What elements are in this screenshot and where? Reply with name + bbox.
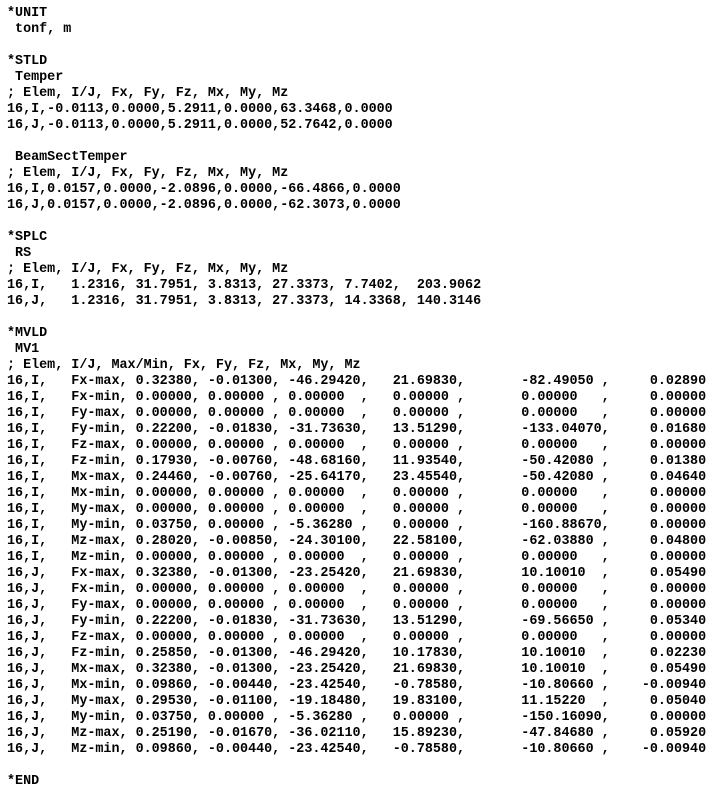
data-row: 16,J,0.0157,0.0000,-2.0896,0.0000,-62.3073,0.0000	[7, 198, 401, 213]
data-row: 16,I, Mz-min, 0.00000, 0.00000 , 0.00000 , 0.00000 , 0.00000 , 0.00000	[7, 550, 707, 565]
data-row: 16,J, Mz-max, 0.25190, -0.01670, -36.02110, 15.89230, -47.84680 , 0.05920	[7, 726, 707, 741]
section-end	[7, 774, 724, 790]
data-row: 16,J, Fz-min, 0.25850, -0.01300, -46.29420, 10.17830, 10.10010 , 0.02230	[7, 646, 707, 661]
blank-line	[7, 758, 724, 774]
data-row: 16,I, Fz-max, 0.00000, 0.00000 , 0.00000 , 0.00000 , 0.00000 , 0.00000	[7, 438, 707, 453]
data-row: 16,I, My-max, 0.00000, 0.00000 , 0.00000 , 0.00000 , 0.00000 , 0.00000	[7, 502, 707, 517]
data-row: 16,I, 1.2316, 31.7951, 3.8313, 27.3373, 7.7402, 203.9062	[7, 278, 482, 293]
data-row: 16,I, Fy-min, 0.22200, -0.01830, -31.73630, 13.51290, -133.04070, 0.01680	[7, 422, 707, 437]
blank-line	[7, 38, 724, 54]
column-header-comment: ; Elem, I/J, Fx, Fy, Fz, Mx, My, Mz	[7, 86, 289, 101]
data-row: 16,J, Fx-min, 0.00000, 0.00000 , 0.00000 , 0.00000 , 0.00000 , 0.00000	[7, 582, 707, 597]
section-keyword: *END	[7, 774, 40, 789]
section-keyword: *SPLC	[7, 230, 48, 245]
blank-line	[7, 134, 724, 150]
data-row: 16,J, Fy-max, 0.00000, 0.00000 , 0.00000 , 0.00000 , 0.00000 , 0.00000	[7, 598, 707, 613]
data-row: 16,J, My-max, 0.29530, -0.01100, -19.18480, 19.83100, 11.15220 , 0.05040	[7, 694, 707, 709]
data-row: 16,I, Fz-min, 0.17930, -0.00760, -48.68160, 11.93540, -50.42080 , 0.01380	[7, 454, 707, 469]
data-row: 16,I, Fy-max, 0.00000, 0.00000 , 0.00000 , 0.00000 , 0.00000 , 0.00000	[7, 406, 707, 421]
blank-line	[7, 214, 724, 230]
data-row: 16,I, Mx-min, 0.00000, 0.00000 , 0.00000 , 0.00000 , 0.00000 , 0.00000	[7, 486, 707, 501]
section-unit	[7, 6, 724, 54]
section-mvld	[7, 326, 724, 774]
data-row: 16,J, Fz-max, 0.00000, 0.00000 , 0.00000 , 0.00000 , 0.00000 , 0.00000	[7, 630, 707, 645]
section-keyword: *MVLD	[7, 326, 48, 341]
data-row: 16,I,0.0157,0.0000,-2.0896,0.0000,-66.4866,0.0000	[7, 182, 401, 197]
data-row: 16,J, My-min, 0.03750, 0.00000 , -5.36280 , 0.00000 , -150.16090, 0.00000	[7, 710, 707, 725]
data-row: 16,J, Mz-min, 0.09860, -0.00440, -23.42540, -0.78580, -10.80660 , -0.00940	[7, 742, 707, 757]
blank-line	[7, 310, 724, 326]
section-keyword: *UNIT	[7, 6, 48, 21]
data-row: 16,J, Fy-min, 0.22200, -0.01830, -31.73630, 13.51290, -69.56650 , 0.05340	[7, 614, 707, 629]
load-case-name: BeamSectTemper	[7, 150, 128, 165]
section-splc	[7, 230, 724, 326]
load-case-name: Temper	[7, 70, 64, 85]
load-case-name: RS	[7, 246, 32, 261]
data-row: 16,J, Mx-min, 0.09860, -0.00440, -23.42540, -0.78580, -10.80660 , -0.00940	[7, 678, 707, 693]
data-row: 16,I, Mx-max, 0.24460, -0.00760, -25.64170, 23.45540, -50.42080 , 0.04640	[7, 470, 707, 485]
column-header-comment: ; Elem, I/J, Max/Min, Fx, Fy, Fz, Mx, My, Mz	[7, 358, 361, 373]
data-row: 16,I, Mz-max, 0.28020, -0.00850, -24.30100, 22.58100, -62.03880 , 0.04800	[7, 534, 707, 549]
column-header-comment: ; Elem, I/J, Fx, Fy, Fz, Mx, My, Mz	[7, 166, 289, 181]
data-row: 16,I, Fx-min, 0.00000, 0.00000 , 0.00000 , 0.00000 , 0.00000 , 0.00000	[7, 390, 707, 405]
data-row: 16,J, Fx-max, 0.32380, -0.01300, -23.25420, 21.69830, 10.10010 , 0.05490	[7, 566, 707, 581]
load-case-name: MV1	[7, 342, 40, 357]
column-header-comment: ; Elem, I/J, Fx, Fy, Fz, Mx, My, Mz	[7, 262, 289, 277]
data-row: 16,I,-0.0113,0.0000,5.2911,0.0000,63.3468,0.0000	[7, 102, 393, 117]
data-row: 16,I, My-min, 0.03750, 0.00000 , -5.36280 , 0.00000 , -160.88670, 0.00000	[7, 518, 707, 533]
data-row: 16,I, Fx-max, 0.32380, -0.01300, -46.29420, 21.69830, -82.49050 , 0.02890	[7, 374, 707, 389]
data-row: 16,J,-0.0113,0.0000,5.2911,0.0000,52.7642,0.0000	[7, 118, 393, 133]
load-case-name: tonf, m	[7, 22, 72, 37]
data-row: 16,J, Mx-max, 0.32380, -0.01300, -23.25420, 21.69830, 10.10010 , 0.05490	[7, 662, 707, 677]
section-keyword: *STLD	[7, 54, 48, 69]
data-row: 16,J, 1.2316, 31.7951, 3.8313, 27.3373, 14.3368, 140.3146	[7, 294, 482, 309]
section-stld	[7, 54, 724, 230]
